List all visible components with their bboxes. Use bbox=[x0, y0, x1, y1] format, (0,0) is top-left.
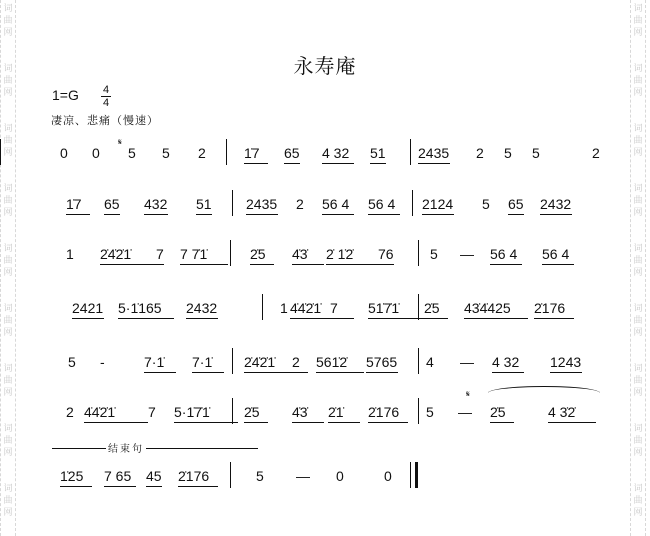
note-group: 0 bbox=[92, 145, 100, 161]
barline bbox=[262, 294, 263, 320]
barline bbox=[230, 240, 231, 266]
note-group: 2 bbox=[476, 145, 484, 161]
note-group: 561̇2̇ bbox=[316, 354, 348, 370]
beam-line bbox=[290, 318, 354, 319]
note-group: 51 bbox=[370, 145, 386, 161]
note-group: 5·1̇7̇1̇ bbox=[174, 404, 210, 420]
watermark-char: 词 bbox=[3, 4, 13, 14]
beam-line bbox=[322, 214, 354, 215]
watermark-char: 词 bbox=[3, 244, 13, 254]
beam-line bbox=[192, 372, 224, 373]
beam-line bbox=[250, 264, 274, 265]
beam-line bbox=[418, 163, 450, 164]
note-group: 2̇5 bbox=[424, 300, 440, 316]
beam-line bbox=[490, 422, 514, 423]
note-group: 2̇5 bbox=[490, 404, 506, 420]
note-group: 2432 bbox=[540, 196, 572, 212]
beam-line bbox=[548, 422, 596, 423]
note-group: 4̇4̇2̇1̇ bbox=[290, 300, 322, 316]
watermark-char: 词 bbox=[633, 4, 643, 14]
note-group: 1 bbox=[66, 246, 74, 262]
note-group: 5·1̇165 bbox=[118, 300, 162, 316]
note-group: 7 bbox=[330, 300, 338, 316]
beam-line bbox=[316, 372, 364, 373]
watermark-char: 曲 bbox=[3, 196, 13, 206]
song-title: 永寿庵 bbox=[293, 54, 357, 78]
watermark-char: 网 bbox=[3, 148, 13, 158]
watermark-char: 曲 bbox=[3, 256, 13, 266]
beam-line bbox=[326, 264, 382, 265]
watermark-char: 网 bbox=[3, 208, 13, 218]
note-group: 1̇7 bbox=[66, 196, 82, 212]
watermark-char: 网 bbox=[3, 328, 13, 338]
watermark-char: 曲 bbox=[3, 436, 13, 446]
note-group: 43̇4̇425 bbox=[464, 300, 511, 316]
barline bbox=[226, 139, 227, 165]
note-group: 4̇3̇ bbox=[292, 246, 308, 262]
beam-line bbox=[542, 264, 574, 265]
beam-line bbox=[534, 318, 574, 319]
barline bbox=[410, 139, 411, 165]
beam-line bbox=[246, 214, 278, 215]
note-group: 7·1̇ bbox=[192, 354, 213, 370]
watermark-char: 网 bbox=[633, 148, 643, 158]
barline bbox=[230, 462, 231, 488]
beam-line bbox=[366, 372, 398, 373]
watermark-char: 词 bbox=[633, 484, 643, 494]
watermark-char: 网 bbox=[633, 208, 643, 218]
watermark-char: 曲 bbox=[3, 136, 13, 146]
watermark-char: 网 bbox=[633, 448, 643, 458]
note-group: 7·1̇ bbox=[144, 354, 165, 370]
watermark-char: 网 bbox=[633, 88, 643, 98]
barline bbox=[418, 240, 419, 266]
watermark-char: 曲 bbox=[633, 316, 643, 326]
beam-line bbox=[292, 422, 324, 423]
beam-line bbox=[550, 372, 582, 373]
note-group: 7 bbox=[156, 246, 164, 262]
note-group: 2̇1̇ bbox=[328, 404, 344, 420]
note-group: 2435 bbox=[418, 145, 450, 161]
beam-line bbox=[118, 318, 174, 319]
note-group: 432 bbox=[144, 196, 168, 212]
note-group: 2̇176 bbox=[368, 404, 400, 420]
watermark-char: 曲 bbox=[633, 196, 643, 206]
barline bbox=[418, 294, 419, 320]
watermark-char: 网 bbox=[3, 388, 13, 398]
watermark-char: 曲 bbox=[3, 316, 13, 326]
watermark-char: 曲 bbox=[633, 136, 643, 146]
note-group: 45 bbox=[146, 468, 162, 484]
note-group: 56 4 bbox=[490, 246, 518, 262]
beam-line bbox=[180, 264, 228, 265]
beam-line bbox=[540, 214, 572, 215]
time-signature bbox=[101, 85, 111, 109]
watermark-char: 词 bbox=[633, 304, 643, 314]
beam-line bbox=[144, 372, 176, 373]
note-group: 1 bbox=[280, 300, 288, 316]
watermark-char: 词 bbox=[3, 424, 13, 434]
segno-icon: 𝄋 bbox=[118, 137, 122, 147]
watermark-char: 词 bbox=[3, 484, 13, 494]
beam-line bbox=[178, 486, 218, 487]
segno-icon: 𝄋 bbox=[466, 389, 470, 399]
note-group: 2124 bbox=[422, 196, 454, 212]
beam-line bbox=[66, 214, 90, 215]
watermark-char: 曲 bbox=[633, 16, 643, 26]
watermark-char: 曲 bbox=[633, 436, 643, 446]
note-group: 76 bbox=[378, 246, 394, 262]
note-group: 5 bbox=[256, 468, 264, 484]
note-group: 56 4 bbox=[368, 196, 396, 212]
watermark-char: 词 bbox=[633, 244, 643, 254]
note-group: 2 bbox=[592, 145, 600, 161]
note-group: 0 bbox=[60, 145, 68, 161]
beam-line bbox=[60, 486, 92, 487]
beam-line bbox=[508, 214, 524, 215]
watermark-char: 网 bbox=[633, 28, 643, 38]
watermark-char: 词 bbox=[3, 64, 13, 74]
watermark-char: 曲 bbox=[3, 376, 13, 386]
watermark-char: 网 bbox=[633, 388, 643, 398]
barline bbox=[232, 348, 233, 374]
note-group: 5 bbox=[532, 145, 540, 161]
beam-line bbox=[424, 318, 448, 319]
beam-line bbox=[100, 264, 164, 265]
note-group: 65 bbox=[284, 145, 300, 161]
note-group: 51 bbox=[196, 196, 212, 212]
barline bbox=[412, 190, 413, 216]
barline bbox=[418, 398, 419, 424]
note-group: 2̇ 1̇2̇ bbox=[326, 246, 354, 262]
beam-line bbox=[84, 422, 148, 423]
note-group: 4 32 bbox=[492, 354, 520, 370]
note-group: 2 bbox=[66, 404, 74, 420]
beam-line bbox=[422, 214, 454, 215]
slur bbox=[488, 386, 600, 393]
note-group: 2 bbox=[292, 354, 300, 370]
note-group: 51̇7̇1̇ bbox=[368, 300, 400, 316]
note-group: 2421 bbox=[72, 300, 104, 316]
note-group: 2̇176 bbox=[178, 468, 210, 484]
watermark-char: 网 bbox=[3, 28, 13, 38]
watermark-char: 网 bbox=[633, 328, 643, 338]
key-signature: 1=G bbox=[52, 87, 79, 103]
note-group: 65 bbox=[508, 196, 524, 212]
beam-line bbox=[244, 372, 308, 373]
watermark-char: 网 bbox=[3, 88, 13, 98]
barline bbox=[0, 139, 1, 165]
note-group: 2̇5 bbox=[244, 404, 260, 420]
beam-line bbox=[146, 486, 162, 487]
watermark-char: 词 bbox=[633, 184, 643, 194]
beam-line bbox=[186, 318, 218, 319]
note-group: 0 bbox=[336, 468, 344, 484]
watermark-char: 词 bbox=[3, 184, 13, 194]
watermark-char: 网 bbox=[3, 508, 13, 518]
barline bbox=[418, 348, 419, 374]
beam-line bbox=[368, 318, 424, 319]
note-group: 7 7̇1̇ bbox=[180, 246, 208, 262]
beam-line bbox=[174, 422, 238, 423]
note-group: — bbox=[460, 354, 474, 370]
beam-line bbox=[322, 163, 354, 164]
watermark-char: 曲 bbox=[3, 76, 13, 86]
beam-line bbox=[368, 214, 400, 215]
note-group: 5765 bbox=[366, 354, 398, 370]
note-group: 1̇7 bbox=[244, 145, 260, 161]
beam-line bbox=[244, 163, 268, 164]
ending-bracket-line bbox=[52, 448, 258, 449]
note-group: 2 bbox=[198, 145, 206, 161]
watermark-char: 曲 bbox=[633, 256, 643, 266]
note-group: 5 bbox=[482, 196, 490, 212]
note-group: 2435 bbox=[246, 196, 278, 212]
time-signature-bottom: 4 bbox=[102, 97, 110, 109]
note-group: 7 65 bbox=[104, 468, 132, 484]
watermark-char: 词 bbox=[633, 424, 643, 434]
watermark-char: 网 bbox=[633, 268, 643, 278]
note-group: 2̇176 bbox=[534, 300, 566, 316]
watermark-char: 词 bbox=[633, 124, 643, 134]
beam-line bbox=[284, 163, 300, 164]
note-group: 4 32 bbox=[322, 145, 350, 161]
watermark-char: 曲 bbox=[633, 76, 643, 86]
note-group: 5 bbox=[162, 145, 170, 161]
watermark-strip-left bbox=[0, 0, 16, 536]
watermark-char: 词 bbox=[633, 364, 643, 374]
note-group: — bbox=[458, 404, 472, 420]
beam-line bbox=[370, 163, 386, 164]
barline bbox=[232, 398, 233, 424]
note-group: 2̇4̇2̇1̇ bbox=[244, 354, 276, 370]
note-group: 1̇25 bbox=[60, 468, 84, 484]
note-group: 4 3̇2̇ bbox=[548, 404, 576, 420]
beam-line bbox=[144, 214, 168, 215]
beam-line bbox=[244, 422, 268, 423]
watermark-char: 曲 bbox=[3, 16, 13, 26]
note-group: — bbox=[296, 468, 310, 484]
note-group: 7 bbox=[148, 404, 156, 420]
note-group: 0 bbox=[384, 468, 392, 484]
watermark-char: 词 bbox=[3, 124, 13, 134]
watermark-char: 词 bbox=[3, 304, 13, 314]
note-group: 5 bbox=[504, 145, 512, 161]
final-barline bbox=[410, 462, 418, 488]
beam-line bbox=[104, 214, 120, 215]
note-group: 2̇4̇2̇1̇ bbox=[100, 246, 132, 262]
watermark-char: 词 bbox=[3, 364, 13, 374]
note-group: — bbox=[460, 246, 474, 262]
note-group: 56 4 bbox=[322, 196, 350, 212]
beam-line bbox=[72, 318, 104, 319]
beam-line bbox=[492, 372, 524, 373]
note-group: 1243 bbox=[550, 354, 582, 370]
beam-line bbox=[328, 422, 360, 423]
note-group: 4 bbox=[426, 354, 434, 370]
watermark-char: 网 bbox=[633, 508, 643, 518]
beam-line bbox=[490, 264, 522, 265]
ending-label: 结束句 bbox=[106, 440, 146, 455]
note-group: 56 4 bbox=[542, 246, 570, 262]
note-group: 4̇4̇2̇1̇ bbox=[84, 404, 116, 420]
beam-line bbox=[196, 214, 212, 215]
time-signature-top: 4 bbox=[102, 84, 110, 96]
watermark-char: 网 bbox=[3, 268, 13, 278]
beam-line bbox=[378, 264, 394, 265]
note-group: 65 bbox=[104, 196, 120, 212]
beam-line bbox=[292, 264, 324, 265]
note-group: 2432 bbox=[186, 300, 218, 316]
tempo-marking: 凄凉、悲痛（慢速） bbox=[51, 114, 159, 127]
note-group: - bbox=[100, 354, 105, 370]
note-group: 2̇5 bbox=[250, 246, 266, 262]
note-group: 5 bbox=[128, 145, 136, 161]
beam-line bbox=[104, 486, 136, 487]
beam-line bbox=[464, 318, 528, 319]
note-group: 2 bbox=[296, 196, 304, 212]
watermark-strip-right bbox=[630, 0, 646, 536]
note-group: 5 bbox=[68, 354, 76, 370]
beam-line bbox=[368, 422, 408, 423]
watermark-char: 网 bbox=[3, 448, 13, 458]
note-group: 4̇3̇ bbox=[292, 404, 308, 420]
barline bbox=[232, 190, 233, 216]
watermark-char: 曲 bbox=[633, 496, 643, 506]
watermark-char: 词 bbox=[633, 64, 643, 74]
note-group: 5 bbox=[430, 246, 438, 262]
watermark-char: 曲 bbox=[633, 376, 643, 386]
watermark-char: 曲 bbox=[3, 496, 13, 506]
note-group: 5 bbox=[426, 404, 434, 420]
